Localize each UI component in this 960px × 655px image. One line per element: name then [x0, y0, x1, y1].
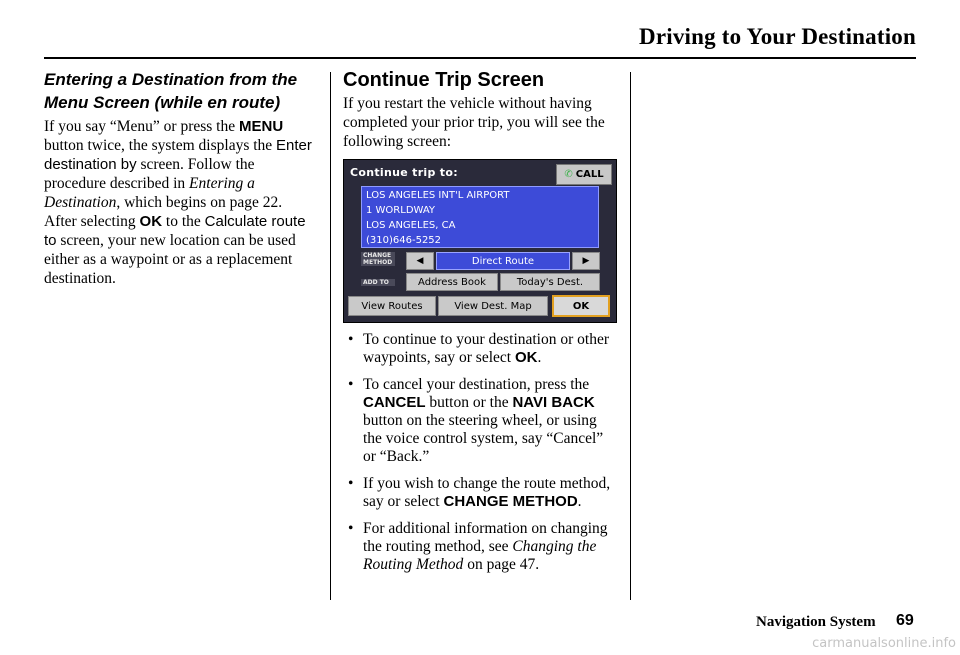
- menu-button-ref: MENU: [238, 118, 284, 135]
- call-button[interactable]: [556, 164, 612, 185]
- destination-address: [361, 186, 599, 248]
- intro-paragraph: If you restart the vehicle without having completed your prior trip, you will see the following screen:: [343, 95, 605, 150]
- change-method-ref: CHANGE METHOD: [443, 493, 578, 510]
- subheading-line-1: Entering a Destination from the: [44, 70, 298, 89]
- view-routes-button[interactable]: View Routes: [348, 296, 436, 316]
- list-item: • If you wish to change the route method, say or select CHANGE METHOD.: [348, 475, 611, 510]
- ok-button[interactable]: OK: [552, 295, 610, 317]
- page-reference: Entering a Destination: [44, 175, 255, 211]
- address-line: LOS ANGELES, CA: [366, 220, 456, 231]
- page-number: 69: [896, 612, 914, 629]
- view-dest-map-button[interactable]: View Dest. Map: [438, 296, 548, 316]
- address-line: 1 WORLDWAY: [366, 205, 436, 216]
- cancel-button-ref: CANCEL: [363, 394, 426, 411]
- left-column: [44, 68, 316, 288]
- subheading-line-2: Menu Screen (while en route): [44, 93, 281, 112]
- left-arrow-icon: ◀: [416, 256, 424, 266]
- page-header-title: Driving to Your Destination: [639, 24, 916, 49]
- header-rule: [44, 57, 916, 59]
- page-reference: Changing the Routing Method: [363, 538, 597, 573]
- right-arrow-icon: ▶: [582, 256, 590, 266]
- screen-title: Continue trip to:: [350, 166, 458, 179]
- address-line: (310)646-5252: [366, 235, 442, 246]
- todays-dest-button[interactable]: Today's Dest.: [500, 273, 600, 291]
- ok-ref: OK: [139, 213, 163, 230]
- list-item: • For additional information on changing the routing method, see Changing the Routing Method on page 47.: [348, 520, 608, 573]
- calculate-route-ref: Calculate route to: [44, 213, 306, 249]
- column-divider: [630, 72, 631, 600]
- column-divider: [330, 72, 331, 600]
- call-label: CALL: [575, 169, 604, 180]
- body-paragraph: If you say “Menu” or press the MENU button twice, the system displays the Enter destination by screen. Follow the procedure described in Entering a Destination, which begins on page 22. After selecting OK to the Calculate route to screen, your new location can be used either as a waypoint or as a replacement destination.: [44, 118, 312, 287]
- watermark: carmanualsonline.info: [812, 636, 956, 651]
- instruction-list: [343, 331, 617, 574]
- change-method-label: CHANGE METHOD: [361, 252, 395, 266]
- ok-ref: OK: [514, 349, 538, 366]
- continue-trip-screen: [343, 159, 617, 323]
- address-line: LOS ANGELES INT'L AIRPORT: [366, 190, 510, 201]
- route-method-display[interactable]: Direct Route: [436, 252, 570, 270]
- navi-back-ref: NAVI BACK: [512, 394, 595, 411]
- add-to-label: ADD TO: [361, 279, 395, 286]
- address-book-button[interactable]: Address Book: [406, 273, 498, 291]
- phone-icon: ✆: [564, 168, 573, 180]
- route-prev-button[interactable]: [406, 252, 434, 270]
- section-heading: Continue Trip Screen: [343, 69, 545, 91]
- list-item: • To continue to your destination or other waypoints, say or select OK.: [348, 331, 610, 366]
- section-subheading: [44, 68, 316, 114]
- footer-label: Navigation System: [756, 614, 876, 630]
- list-item: • To cancel your destination, press the CANCEL button or the NAVI BACK button on the steering wheel, or using the voice control system, say “Cancel” or “Back.”: [348, 376, 604, 465]
- enter-destination-ref: Enter destination by: [44, 137, 312, 173]
- right-column: [343, 68, 617, 583]
- route-next-button[interactable]: [572, 252, 600, 270]
